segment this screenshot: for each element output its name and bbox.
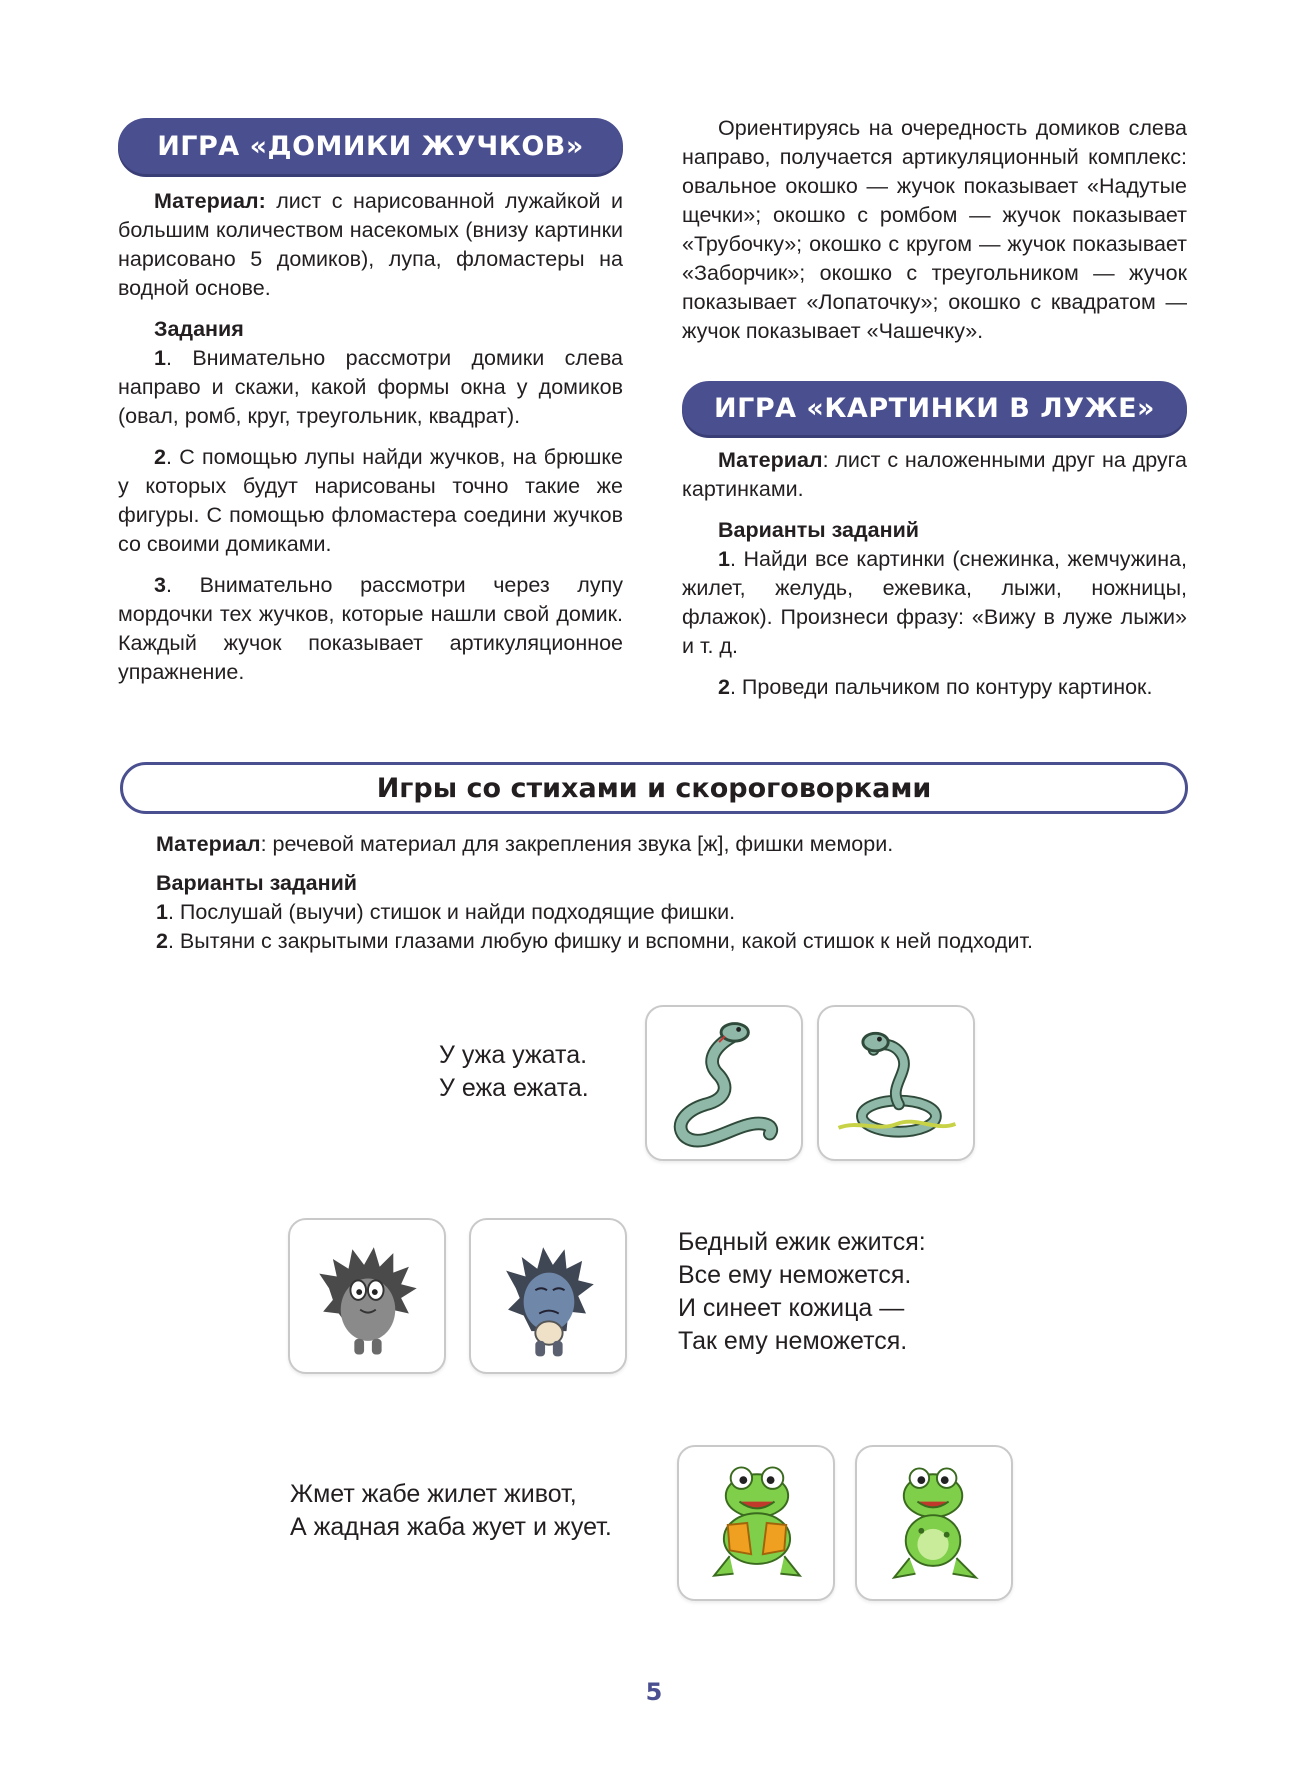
section-task-1: 1. Послушай (выучи) стишок и найди подходящие фишки. xyxy=(156,900,736,924)
right-tasks-heading: Варианты заданий xyxy=(718,518,920,542)
poem-snakes xyxy=(439,1039,589,1105)
section-material: Материал: речевой материал для закрепления звука [ж], фишки мемори. xyxy=(156,832,894,856)
poem-line: Бедный ежик ежится: xyxy=(678,1228,926,1256)
section-tasks-heading: Варианты заданий xyxy=(156,871,358,895)
poem-line: И синеет кожица — xyxy=(678,1294,905,1322)
right-task-1: 1. Найди все картинки (снежинка, жемчужина, жилет, желудь, ежевика, лыжи, ножницы, флажок). Произнеси фразу: «Вижу в луже лыжи» и т. д. xyxy=(682,547,1187,658)
card-hedgehog[interactable] xyxy=(288,1218,446,1374)
hedgehog-icon xyxy=(290,1220,444,1372)
card-snake[interactable] xyxy=(645,1005,803,1161)
sad-hedgehog-icon xyxy=(471,1220,625,1372)
poem-line: Так ему неможется. xyxy=(678,1327,908,1355)
poem-line: У ежа ежата. xyxy=(439,1074,589,1102)
card-sad-hedgehog[interactable] xyxy=(469,1218,627,1374)
card-frog-in-vest[interactable] xyxy=(677,1445,835,1601)
section-body xyxy=(120,830,1188,956)
card-frog[interactable] xyxy=(855,1445,1013,1601)
coiled-snake-icon xyxy=(819,1007,973,1159)
left-task-1: 1. Внимательно рассмотри домики слева направо и скажи, какой формы окна у домиков (овал, ромб, круг, треугольник, квадрат). xyxy=(118,346,623,428)
right-column xyxy=(682,446,1187,714)
poem-line: Все ему неможется. xyxy=(678,1261,912,1289)
right-material: Материал: лист с наложенными друг на друга картинками. xyxy=(682,448,1187,501)
left-material: Материал: лист с нарисованной лужайкой и большим количеством насекомых (внизу картинки нарисовано 5 домиков), лупа, фломастеры на водной основе. xyxy=(118,189,623,300)
game-title-puddle-pictures: ИГРА «КАРТИНКИ В ЛУЖЕ» xyxy=(682,381,1187,435)
frog-icon xyxy=(857,1447,1011,1599)
snake-icon xyxy=(647,1007,801,1159)
section-banner: Игры со стихами и скороговорками xyxy=(120,762,1188,814)
card-coiled-snake[interactable] xyxy=(817,1005,975,1161)
page-number: 5 xyxy=(645,1678,663,1706)
right-intro: Ориентируясь на очередность домиков слева направо, получается артикуляционный комплекс: овальное окошко — жучок показывает «Надутые щечки»; окошко с ромбом — жучок показывает «Трубочку»; окошко с кругом — жучок показывает «Заборчик»; окошко с треугольником — жучок показывает «Лопаточку»; окошко с квадратом — жучок показывает «Чашечку». xyxy=(682,116,1187,343)
left-task-3: 3. Внимательно рассмотри через лупу мордочки тех жучков, которые нашли свой домик. Каждый жучок показывает артикуляционное упражнение. xyxy=(118,573,623,684)
game-title-bug-houses: ИГРА «ДОМИКИ ЖУЧКОВ» xyxy=(118,118,623,174)
poem-line: А жадная жаба жует и жует. xyxy=(290,1513,612,1541)
left-task-2: 2. С помощью лупы найди жучков, на брюшке у которых будут нарисованы точно такие же фигуры. С помощью фломастера соедини жучков со своими домиками. xyxy=(118,445,623,556)
poem-hedgehog xyxy=(678,1226,926,1358)
section-task-2: 2. Вытяни с закрытыми глазами любую фишку и вспомни, какой стишок к ней подходит. xyxy=(156,929,1033,953)
poem-line: У ужа ужата. xyxy=(439,1041,588,1069)
poem-line: Жмет жабе жилет живот, xyxy=(290,1480,577,1508)
frog-in-vest-icon xyxy=(679,1447,833,1599)
left-tasks-heading: Задания xyxy=(154,317,244,341)
poem-frog xyxy=(290,1478,612,1544)
left-column xyxy=(118,187,623,699)
right-task-2: 2. Проведи пальчиком по контуру картинок. xyxy=(718,675,1153,699)
